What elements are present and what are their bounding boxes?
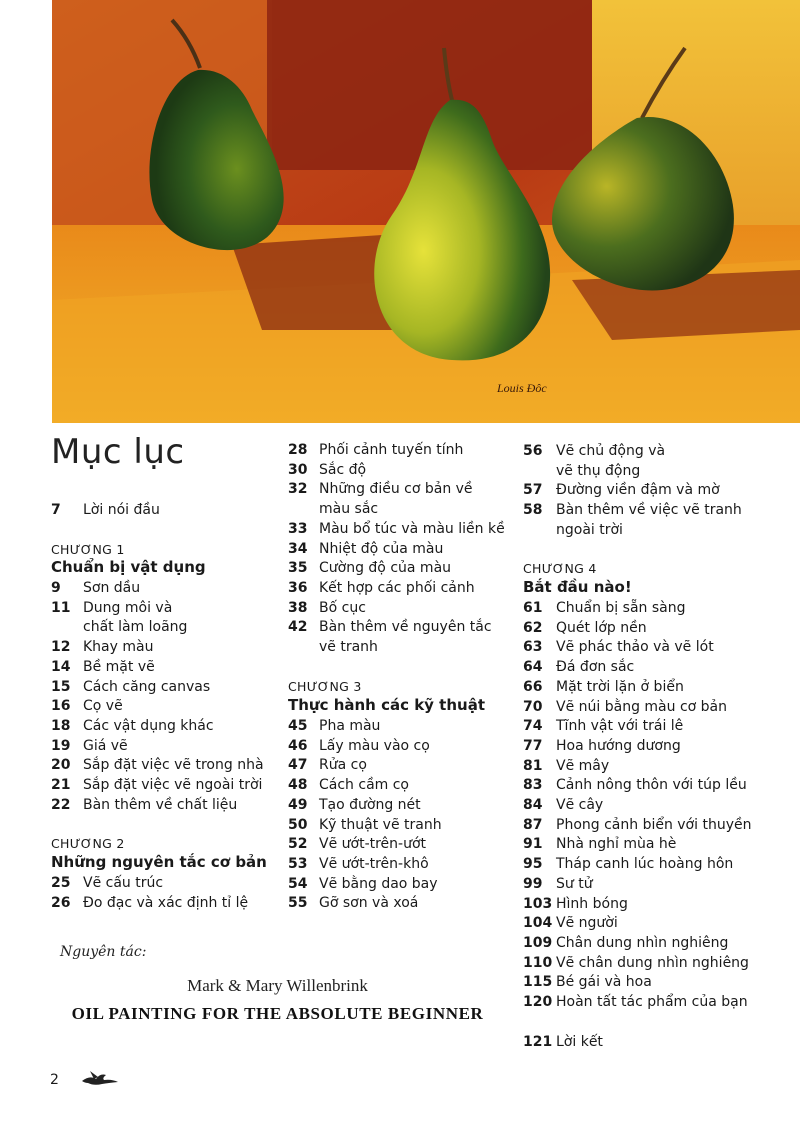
page-number: 18 — [51, 717, 71, 734]
page-number: 28 — [288, 442, 308, 458]
page-number: 81 — [523, 757, 543, 774]
entry-label: vẽ tranh — [319, 639, 378, 655]
entry-label: Nhà nghỉ mùa hè — [556, 836, 677, 853]
entry-label: Kỹ thuật vẽ tranh — [319, 816, 442, 833]
page-number: 87 — [523, 816, 543, 833]
authors: Mark & Mary Willenbrink — [187, 976, 368, 995]
entry-label: Kết hợp các phối cảnh — [319, 579, 475, 596]
page-number: 26 — [51, 894, 71, 911]
entry-label: Sư tử — [556, 875, 593, 892]
page-title: Mục lục — [51, 432, 185, 472]
entry-label: Quét lớp nền — [556, 619, 647, 636]
page-number: 66 — [523, 678, 543, 695]
entry-label: Bề mặt vẽ — [83, 658, 155, 675]
page-number: 7 — [51, 502, 61, 518]
page-number: 56 — [523, 443, 543, 459]
entry-label: Vẽ phác thảo và vẽ lót — [556, 639, 714, 656]
page-number: 34 — [288, 540, 308, 557]
entry-label: Hoàn tất tác phẩm của bạn — [556, 994, 748, 1010]
entry-label: Cách căng canvas — [83, 678, 211, 695]
page-number: 64 — [523, 659, 543, 676]
original-work-label: Nguyên tác: — [60, 944, 147, 960]
page-number: 99 — [523, 875, 543, 892]
page-number: 83 — [523, 777, 543, 794]
page-number: 30 — [288, 461, 308, 478]
entry-label: Bàn thêm về nguyên tắc — [319, 619, 492, 636]
page-number: 46 — [288, 737, 308, 754]
page-number: 52 — [288, 836, 308, 853]
page-number: 22 — [51, 796, 71, 813]
entry-label: Sơn dầu — [83, 580, 141, 596]
page-number: 95 — [523, 856, 543, 873]
page-number: 48 — [288, 777, 308, 794]
entry-label: Hình bóng — [556, 895, 628, 912]
entry-label: Giá vẽ — [83, 737, 128, 754]
entry-label: Cường độ của màu — [319, 560, 452, 577]
entry-label: Rửa cọ — [319, 757, 367, 774]
page-number: 57 — [523, 482, 543, 499]
entry-label: Vẽ cấu trúc — [83, 875, 164, 891]
entry-label: Pha màu — [319, 718, 381, 734]
page-number: 104 — [523, 915, 553, 932]
page-number: 55 — [288, 895, 308, 912]
page-number: 77 — [523, 737, 543, 754]
entry-label: Lấy màu vào cọ — [319, 737, 430, 754]
painting-signature: Louis Đôc — [497, 381, 547, 395]
entry-label: màu sắc — [319, 501, 379, 518]
page-number: 121 — [523, 1034, 553, 1050]
page-number: 47 — [288, 757, 308, 774]
page-number: 110 — [523, 954, 553, 971]
page-number: 63 — [523, 639, 543, 656]
entry-label: Lời nói đầu — [83, 502, 160, 518]
chapter-1-title: Chuẩn bị vật dụng — [51, 558, 206, 576]
entry-label: Cọ vẽ — [83, 698, 123, 715]
page-number: 20 — [51, 757, 71, 774]
entry-label: Vẽ ướt-trên-khô — [319, 855, 429, 872]
entry-label: chất làm loãng — [83, 619, 188, 636]
entry-label: Chuẩn bị sẵn sàng — [556, 600, 686, 616]
page-number: 54 — [288, 875, 308, 892]
entry-label: Vẽ cây — [556, 797, 604, 813]
entry-label: Nhiệt độ của màu — [319, 540, 444, 557]
entry-label: Cảnh nông thôn với túp lều — [556, 777, 747, 794]
page-number: 12 — [51, 639, 71, 656]
entry-label: Đá đơn sắc — [556, 659, 635, 676]
entry-label: Lời kết — [556, 1034, 603, 1050]
entry-label: Mặt trời lặn ở biển — [556, 678, 684, 695]
entry-label: Cách cầm cọ — [319, 777, 410, 794]
entry-label: Vẽ núi bằng màu cơ bản — [556, 698, 727, 715]
original-book-title: OIL PAINTING FOR THE ABSOLUTE BEGINNER — [71, 1004, 484, 1023]
page-number: 16 — [51, 698, 71, 715]
entry-label: Vẽ mây — [556, 757, 610, 774]
chapter-1-label: CHƯƠNG 1 — [51, 542, 125, 557]
entry-label: Phong cảnh biển với thuyền — [556, 816, 752, 833]
chapter-3-title: Thực hành các kỹ thuật — [288, 696, 486, 714]
page-number: 25 — [51, 875, 71, 891]
page-number: 74 — [523, 718, 543, 735]
chapter-4-label: CHƯƠNG 4 — [523, 561, 597, 576]
entry-label: Bé gái và hoa — [556, 974, 652, 991]
page-number: 35 — [288, 560, 308, 577]
page-number: 109 — [523, 934, 553, 951]
entry-label: Màu bổ túc và màu liền kề — [319, 520, 505, 537]
entry-label: Gỡ sơn và xoá — [319, 895, 419, 912]
entry-label: Bàn thêm về việc vẽ tranh — [556, 502, 742, 519]
page-number: 36 — [288, 579, 308, 596]
page-number: 50 — [288, 816, 308, 833]
page-number: 103 — [523, 895, 553, 912]
entry-label: Bố cục — [319, 599, 366, 616]
page-number: 38 — [288, 599, 308, 616]
entry-label: Chân dung nhìn nghiêng — [556, 934, 729, 951]
entry-label: Phối cảnh tuyến tính — [319, 442, 464, 458]
page-number: 120 — [523, 994, 553, 1010]
page-number: 9 — [51, 580, 61, 596]
entry-label: Tĩnh vật với trái lê — [556, 718, 684, 735]
entry-label: Vẽ bằng dao bay — [319, 875, 438, 892]
page-number: 14 — [51, 658, 71, 675]
entry-label: Khay màu — [83, 639, 154, 656]
entry-label: Sắc độ — [319, 461, 367, 478]
chapter-2-label: CHƯƠNG 2 — [51, 836, 125, 851]
page-number: 62 — [523, 619, 543, 636]
entry-label: Đường viền đậm và mờ — [556, 482, 720, 499]
entry-label: Vẽ chủ động và — [556, 443, 666, 459]
page-number: 91 — [523, 836, 543, 853]
entry-label: vẽ thụ động — [556, 462, 641, 479]
bird-icon — [80, 1069, 120, 1089]
entry-label: Bàn thêm về chất liệu — [83, 796, 238, 813]
entry-label: Hoa hướng dương — [556, 737, 681, 754]
page-number-footer: 2 — [50, 1072, 59, 1088]
entry-label: Tạo đường nét — [319, 796, 421, 813]
entry-label: Những điều cơ bản về — [319, 481, 473, 498]
page-number: 32 — [288, 481, 308, 498]
entry-label: Vẽ người — [556, 915, 618, 932]
page-number: 21 — [51, 777, 71, 793]
entry-label: Vẽ chân dung nhìn nghiêng — [556, 954, 749, 971]
page-number: 33 — [288, 520, 308, 537]
page-number: 61 — [523, 600, 543, 616]
page-number: 19 — [51, 737, 71, 754]
chapter-4-title: Bắt đầu nào! — [523, 578, 632, 596]
page-number: 49 — [288, 796, 308, 813]
page-number: 58 — [523, 502, 543, 519]
page-number: 11 — [51, 599, 71, 616]
page-number: 70 — [523, 698, 543, 715]
page-number: 45 — [288, 718, 308, 734]
page-number: 84 — [523, 797, 543, 813]
page-number: 53 — [288, 855, 308, 872]
page-number: 42 — [288, 619, 308, 636]
cover-painting — [52, 0, 800, 423]
entry-label: Các vật dụng khác — [83, 717, 214, 734]
entry-label: Sắp đặt việc vẽ ngoài trời — [83, 777, 263, 793]
chapter-3-label: CHƯƠNG 3 — [288, 679, 362, 694]
entry-label: Tháp canh lúc hoàng hôn — [556, 856, 734, 873]
entry-label: ngoài trời — [556, 521, 623, 538]
chapter-2-title: Những nguyên tắc cơ bản — [51, 853, 267, 871]
entry-label: Vẽ ướt-trên-ướt — [319, 836, 427, 853]
page-number: 115 — [523, 974, 553, 991]
entry-label: Sắp đặt việc vẽ trong nhà — [83, 757, 264, 774]
entry-label: Dung môi và — [83, 599, 173, 616]
entry-label: Đo đạc và xác định tỉ lệ — [83, 894, 249, 911]
page-number: 15 — [51, 678, 71, 695]
